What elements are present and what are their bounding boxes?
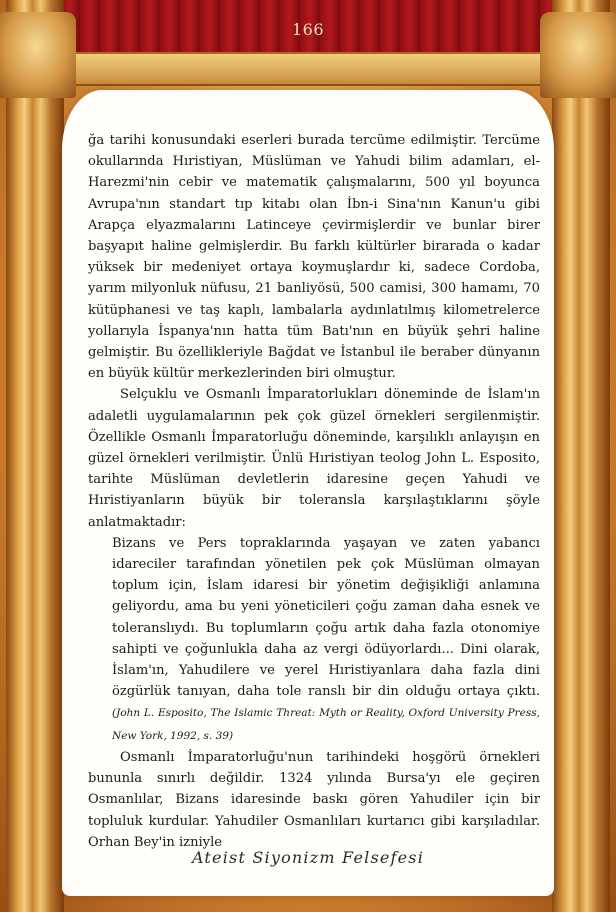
block-quote [112, 533, 540, 747]
page-number: 166 [291, 20, 325, 39]
left-column-capital [0, 12, 76, 98]
paragraph: Osmanlı İmparatorluğu'nun tarihindeki hoşgörü örnekleri bununla sınırlı değildir. 1324 yılında Bursa'yı ele geçiren Osmanlılar, Bizans idaresinde baskı gören Yahudiler için bir topluluk kurdular. Yahudiler Osmanlıları kurtarıcı gibi karşıladılar. Orhan Bey'in izniyle [88, 749, 540, 850]
quote-citation: (John L. Esposito, The Islamic Threat: Myth or Reality, Oxford University Press, New York, 1992, s. 39) [112, 707, 540, 742]
right-column-capital [540, 12, 616, 98]
body-text [88, 130, 540, 853]
book-title-footer: Ateist Siyonizm Felsefesi [191, 848, 425, 867]
right-column [552, 0, 610, 912]
pediment [70, 52, 546, 86]
quote-text: Bizans ve Pers topraklarında yaşayan ve zaten yabancı idareciler tarafından yönetilen pek çok Müslüman olmayan toplum için, İslam idaresi bir yönetim değişikliği anlamına geliyordu, ama bu yeni yöneticileri çoğu zaman daha esnek ve toleranslıydı. Bu toplumların çoğu artık daha fazla otonomiye sahipti ve çoğunlukla daha az vergi ödüyorlardı... Dini olarak, İslam'ın, Yahudilere ve yerel Hıristiyanlara daha fazla dini özgürlük tanıyan, daha tole ranslı bir din olduğu ortaya çıktı. [112, 535, 540, 700]
left-column [6, 0, 64, 912]
paragraph: Selçuklu ve Osmanlı İmparatorlukları döneminde de İslam'ın adaletli uygulamalarının pek çok güzel örnekleri sergilenmiştir. Özellikle Osmanlı İmparatorluğu döneminde, karşılıklı anlayışın en güzel örnekleri verilmiştir. Ünlü Hıristiyan teolog John L. Esposito, tarihte Müslüman devletlerin idaresine geçen Yahudi ve Hıristiyanların büyük bir toleransla karşılaştıklarını şöyle anlatmaktadır: [88, 387, 540, 530]
paragraph: ğa tarihi konusundaki eserleri burada tercüme edilmiştir. Tercüme okullarında Hıristiyan, Müslüman ve Yahudi bilim adamları, el-Harezmi'nin cebir ve matematik çalışmalarını, 500 yıl boyunca Avrupa'nın standart tıp kitabı olan İbn-i Sina'nın Kanun'u gibi Arapça elyazmalarını Latinceye çevirmişlerdir ve bunlar birer başyapıt haline gelmişlerdir. Bu farklı kültürler birarada o kadar yüksek bir medeniyet ortaya koymuşlardır ki, sadece Cordoba, yarım milyonluk nüfusu, 21 banliyösü, 500 camisi, 300 hamamı, 70 kütüphanesi ve taş kaplı, lambalarla aydınlatılmış kilometrelerce yollarıyla İspanya'nın hatta tüm Batı'nın en büyük şehri haline gelmiştir. Bu özellikleriyle Bağdat ve İstanbul ile beraber dünyanın en büyük kültür merkezlerinden biri olmuştur. [88, 133, 540, 382]
